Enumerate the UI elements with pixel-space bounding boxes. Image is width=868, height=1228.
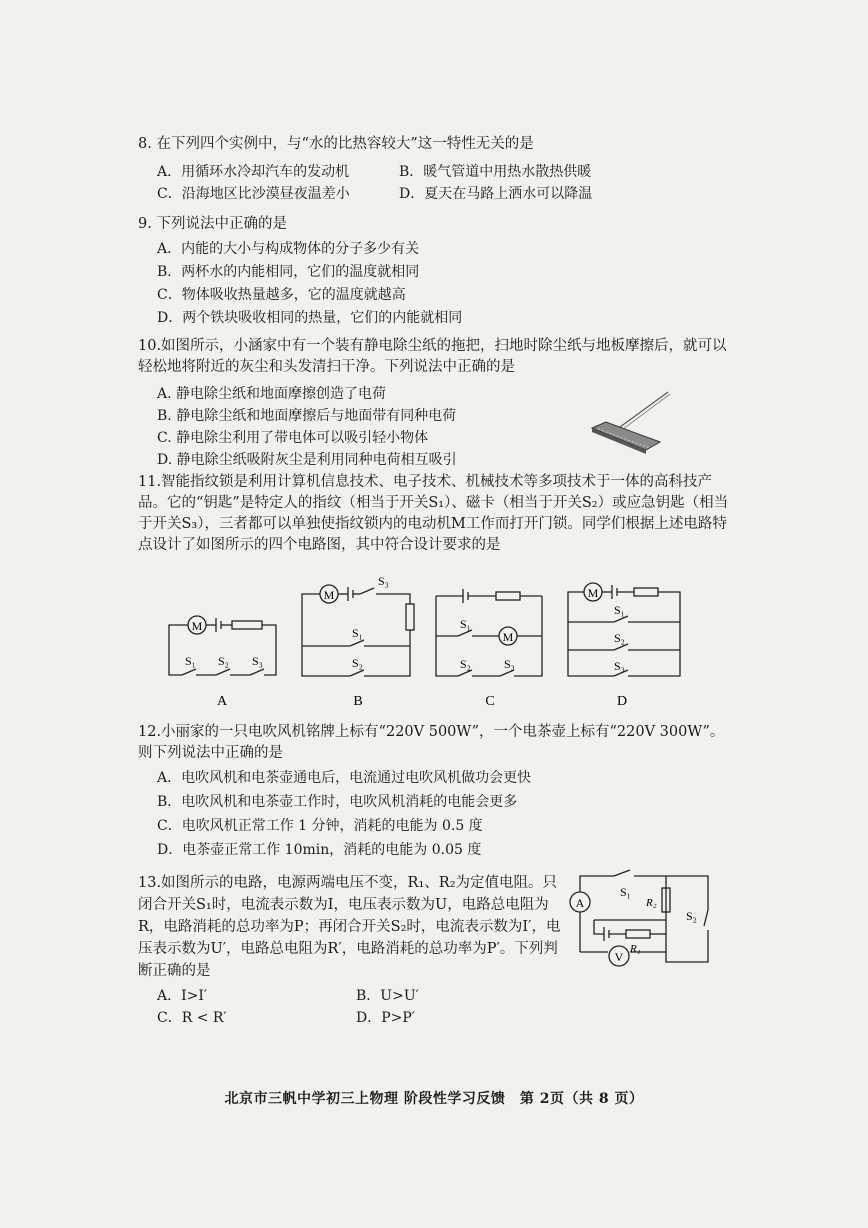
switch-label-s2: S₂	[686, 909, 697, 923]
question-8-option-c: C．沿海地区比沙漠昼夜温差小	[157, 186, 350, 202]
switch-label-s2: S₂	[218, 654, 229, 668]
question-12-option-c: C．电吹风机正常工作 1 分钟，消耗的电能为 0.5 度	[157, 818, 483, 834]
question-12-stem: 12.小丽家的一只电吹风机铭牌上标有“220V 500W”，一个电茶壶上标有“220V 300W”。则下列说法中正确的是	[138, 724, 725, 761]
question-13-circuit-diagram	[564, 864, 722, 976]
question-13-option-d: D．P>P′	[356, 1010, 415, 1026]
question-12-option-a: A．电吹风机和电茶壶通电后，电流通过电吹风机做功会更快	[157, 770, 532, 786]
resistor-label-r2: R₂	[646, 897, 657, 909]
question-8-stem: 8. 在下列四个实例中，与“水的比热容较大”这一特性无关的是	[138, 136, 534, 152]
motor-symbol: M	[502, 630, 514, 644]
circuit-d-label: D	[616, 694, 628, 709]
question-10-option-b: B. 静电除尘纸和地面摩擦后与地面带有同种电荷	[157, 408, 457, 424]
switch-label-s2: S₂	[352, 656, 363, 670]
switch-label-s3: S₃	[378, 574, 389, 588]
switch-label-s1: S₁	[185, 654, 196, 668]
question-13-option-b: B．U>U′	[356, 988, 419, 1004]
motor-symbol: M	[191, 619, 203, 633]
mop-figure	[586, 388, 676, 460]
question-13-option-a: A．I>I′	[157, 988, 208, 1004]
circuit-d-diagram	[562, 578, 686, 710]
motor-symbol: M	[323, 588, 335, 602]
question-8-option-d: D．夏天在马路上洒水可以降温	[399, 186, 593, 202]
circuit-c-diagram	[428, 582, 550, 710]
circuit-a-label: A	[216, 694, 228, 709]
switch-label-s2: S₂	[614, 631, 625, 645]
circuit-a-diagram	[160, 600, 285, 710]
question-10-option-a: A. 静电除尘纸和地面摩擦创造了电荷	[157, 386, 387, 402]
question-9-option-b: B．两杯水的内能相同，它们的温度就相同	[157, 264, 420, 280]
switch-label-s3: S₃	[252, 654, 263, 668]
resistor-label-r1: R₁	[630, 943, 641, 955]
question-9-option-c: C．物体吸收热量越多，它的温度就越高	[157, 287, 406, 303]
question-13-option-c: C．R < R′	[157, 1010, 227, 1026]
switch-label-s2: S₂	[460, 657, 471, 671]
circuit-c-label: C	[485, 694, 495, 709]
page-footer: 北京市三帆中学初三上物理 阶段性学习反馈 第 2页（共 8 页）	[224, 1091, 644, 1107]
switch-label-s3: S₃	[614, 659, 625, 673]
question-8-option-b: B．暖气管道中用热水散热供暖	[399, 164, 592, 180]
question-9-stem: 9. 下列说法中正确的是	[138, 216, 287, 232]
question-8-option-a: A．用循环水冷却汽车的发动机	[157, 164, 350, 180]
circuit-b-diagram	[294, 574, 422, 710]
switch-label-s3: S₃	[504, 657, 515, 671]
question-9-option-a: A．内能的大小与构成物体的分子多少有关	[157, 241, 420, 257]
question-9-option-d: D．两个铁块吸收相同的热量，它们的内能就相同	[157, 310, 463, 326]
question-10-option-c: C. 静电除尘利用了带电体可以吸引轻小物体	[157, 430, 429, 446]
ammeter-symbol: A	[575, 896, 585, 910]
question-13-stem: 13.如图所示的电路，电源两端电压不变，R₁、R₂为定值电阻。只闭合开关S₁时，电流表示数为I，电压表示数为U，电路总电阻为R，电路消耗的总功率为P；再闭合开关S₂时，电流表示数为I′，电压表示数为U′，电路总电阻为R′，电路消耗的总功率为P′。下列判断正确的是	[138, 875, 561, 979]
switch-label-s1: S₁	[614, 603, 625, 617]
voltmeter-symbol: V	[614, 950, 624, 964]
motor-symbol: M	[587, 586, 599, 600]
question-12-option-d: D．电茶壶正常工作 10min，消耗的电能为 0.05 度	[157, 842, 482, 858]
switch-label-s1: S₁	[620, 885, 631, 899]
circuit-b-label: B	[353, 694, 363, 709]
question-10-option-d: D. 静电除尘纸吸附灰尘是利用同种电荷相互吸引	[157, 452, 457, 468]
switch-label-s1: S₁	[460, 617, 471, 631]
question-12-option-b: B．电吹风机和电茶壶工作时，电吹风机消耗的电能会更多	[157, 794, 518, 810]
question-11-stem: 11.智能指纹锁是利用计算机信息技术、电子技术、机械技术等多项技术于一体的高科技产品。它的“钥匙”是特定人的指纹（相当于开关S₁）、磁卡（相当于开关S₂）或应急钥匙（相当于开关S₃），三者都可以单独使指纹锁内的电动机M工作而打开门锁。同学们根据上述电路特点设计了如图所示的四个电路图，其中符合设计要求的是	[138, 474, 729, 553]
question-10-stem: 10.如图所示，小涵家中有一个装有静电除尘纸的拖把，扫地时除尘纸与地板摩擦后，就可以轻松地将附近的灰尘和头发清扫干净。下列说法中正确的是	[138, 338, 727, 375]
switch-label-s1: S₁	[352, 626, 363, 640]
